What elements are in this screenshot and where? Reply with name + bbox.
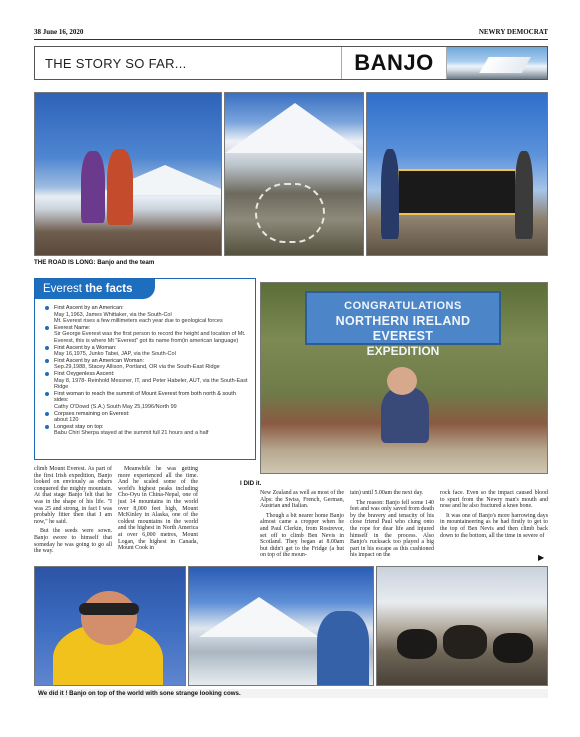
folio-page-date: 38 June 16, 2020 <box>34 28 84 36</box>
folio-paper-name: NEWRY DEMOCRAT <box>478 28 548 36</box>
article-column-1 <box>34 466 112 558</box>
fact-detail: Babu Chiri Sherpa stayed at the summit full 21 hours and a half <box>54 430 209 437</box>
facts-item <box>45 424 249 437</box>
article-paragraph: climb Mount Everest. As part of the first Irish expedition, Banjo looked on enviously as others conquered the mighty mountain. At that stage Banjo felt that he was in the shape of his life. "I was 25 and strong, in fact I was probably fitter then that I am now," he said. <box>34 466 112 525</box>
banner-story-title: THE STORY SO FAR... <box>45 55 187 71</box>
fact-detail: May 16,1975, Junko Tabei, JAP, via the South-Col <box>54 351 176 358</box>
facts-title-plain: Everest <box>43 283 82 295</box>
facts-item <box>45 411 249 424</box>
photo-yaks <box>376 566 548 686</box>
sign-line-3: EXPEDITION <box>366 344 440 358</box>
photo-climbers-on-ridge <box>34 92 222 256</box>
fact-label: Longest stay on top: <box>54 423 104 430</box>
photo-congratulations-banner <box>260 282 548 474</box>
article-paragraph: But the seeds were sown. Banjo swore to himself that someday he was going to go all the way. <box>34 528 112 555</box>
facts-item <box>45 391 249 411</box>
fact-label: First Ascent by a Woman: <box>54 344 117 351</box>
facts-item <box>45 305 249 325</box>
facts-item <box>45 371 249 391</box>
fact-detail: May 8, 1978- Reinhold Messner, IT, and Peter Habeler, AUT, via the South-East Ridge <box>54 377 248 391</box>
facts-heading <box>35 279 155 299</box>
fact-label: Everest Name: <box>54 324 91 331</box>
fact-detail: Sep.29,1988, Stacey Allison, Portland, OR via the South-East Ridge <box>54 364 220 371</box>
arrow-right-icon: ▶ <box>538 553 545 562</box>
fact-detail: Cathy O'Dowd (S.A.) South May 25,1996/North 99 <box>54 403 177 410</box>
fact-detail: May 1,1963, James Whittaker, via the South-Col Mt. Everest rises a few millimeters each year due to geological forces <box>54 311 223 325</box>
article-column-2 <box>118 466 198 555</box>
everest-facts-box <box>34 278 256 460</box>
fact-label: First Oxygenless Ascent: <box>54 370 115 377</box>
facts-item <box>45 345 249 358</box>
fact-label: First woman to reach the summit of Mount Everest from both north & south sides: <box>54 390 236 404</box>
sign-line-2: NORTHERN IRELAND EVEREST <box>335 314 471 343</box>
banner-name: BANJO <box>341 47 447 79</box>
article-paragraph: tain) until 5.00am the next day. <box>350 490 424 496</box>
article-paragraph: Meanwhile he was getting more experienced all the time. And he scaled some of the world's highest peaks including Cho-Oyu in China-Nepal, one of just 14 mountains in the world over 8,000 feet high, Mount McKinley in Alaska, one of the coldest mountains in the world and the highest in North America at over 6,000 metres, Mount Logan, the highest in Canada, Mount Cook in <box>118 466 198 552</box>
article-paragraph: rock face. Even so the impact caused blood to spurt from the Newry man's mouth and nose and he also fractured a knee bone. <box>440 490 548 510</box>
facts-title-bold: the facts <box>85 283 133 295</box>
article-column-4 <box>350 490 434 562</box>
article-paragraph: The reason: Banjo fell some 140 feet and was only saved from death by the bravery and tenacity of his close friend Paul who clung onto the rope for dear life and injured himself in the process. Also Banjo's rucksack too played a big part in his escape as this cushioned his impact on the <box>350 499 434 559</box>
caption-i-did-it: I DID it. <box>240 480 262 487</box>
fact-detail: Sir George Everest was the first person to record the height and location of Mt. Everest, this is where Mt "Everest" got its name from(in american language) <box>54 331 246 344</box>
fact-label: First Ascent by an American Woman: <box>54 357 145 364</box>
fact-label: Corpses remaining on Everest: <box>54 410 130 417</box>
facts-item <box>45 325 249 345</box>
caption-road-is-long: THE ROAD IS LONG: Banjo and the team <box>34 259 155 266</box>
sign-line-1: CONGRATULATIONS <box>344 300 462 312</box>
photo-winding-road <box>224 92 364 256</box>
article-paragraph: Though a bit nearer home Banjo almost came a cropper when he and Paul Clerkin, from Rostrevor, set off to climb Ben Nevis in Scotland. They began at 8.00am but didn't get to the Fridge (a hut on top of the moun- <box>260 512 344 559</box>
article-column-5 <box>440 490 548 542</box>
congratulations-sign <box>305 291 501 358</box>
facts-list <box>45 305 249 437</box>
story-banner <box>34 46 548 80</box>
fact-label: First Ascent by an American: <box>54 305 124 311</box>
article-paragraph: It was one of Banjo's more harrowing days in mountaineering as he had firstly to get to the top of Ben Nevis and then climb back down to the bottom, all the time in severe of <box>440 512 548 539</box>
photo-climber-summit <box>34 566 186 686</box>
banner-mountain-photo <box>447 47 547 79</box>
photo-team-with-flag <box>366 92 548 256</box>
fact-detail: about 120 <box>54 417 79 424</box>
photo-snowy-peaks <box>188 566 374 686</box>
article-column-3 <box>260 490 344 562</box>
caption-we-did-it: We did it ! Banjo on top of the world with sone strange looking cows. <box>38 689 548 698</box>
page-folio <box>34 28 548 40</box>
facts-item <box>45 358 249 371</box>
article-paragraph: New Zealand as well as most of the Alps: the Swiss, French, German, Austrian and Italian. <box>260 490 344 510</box>
